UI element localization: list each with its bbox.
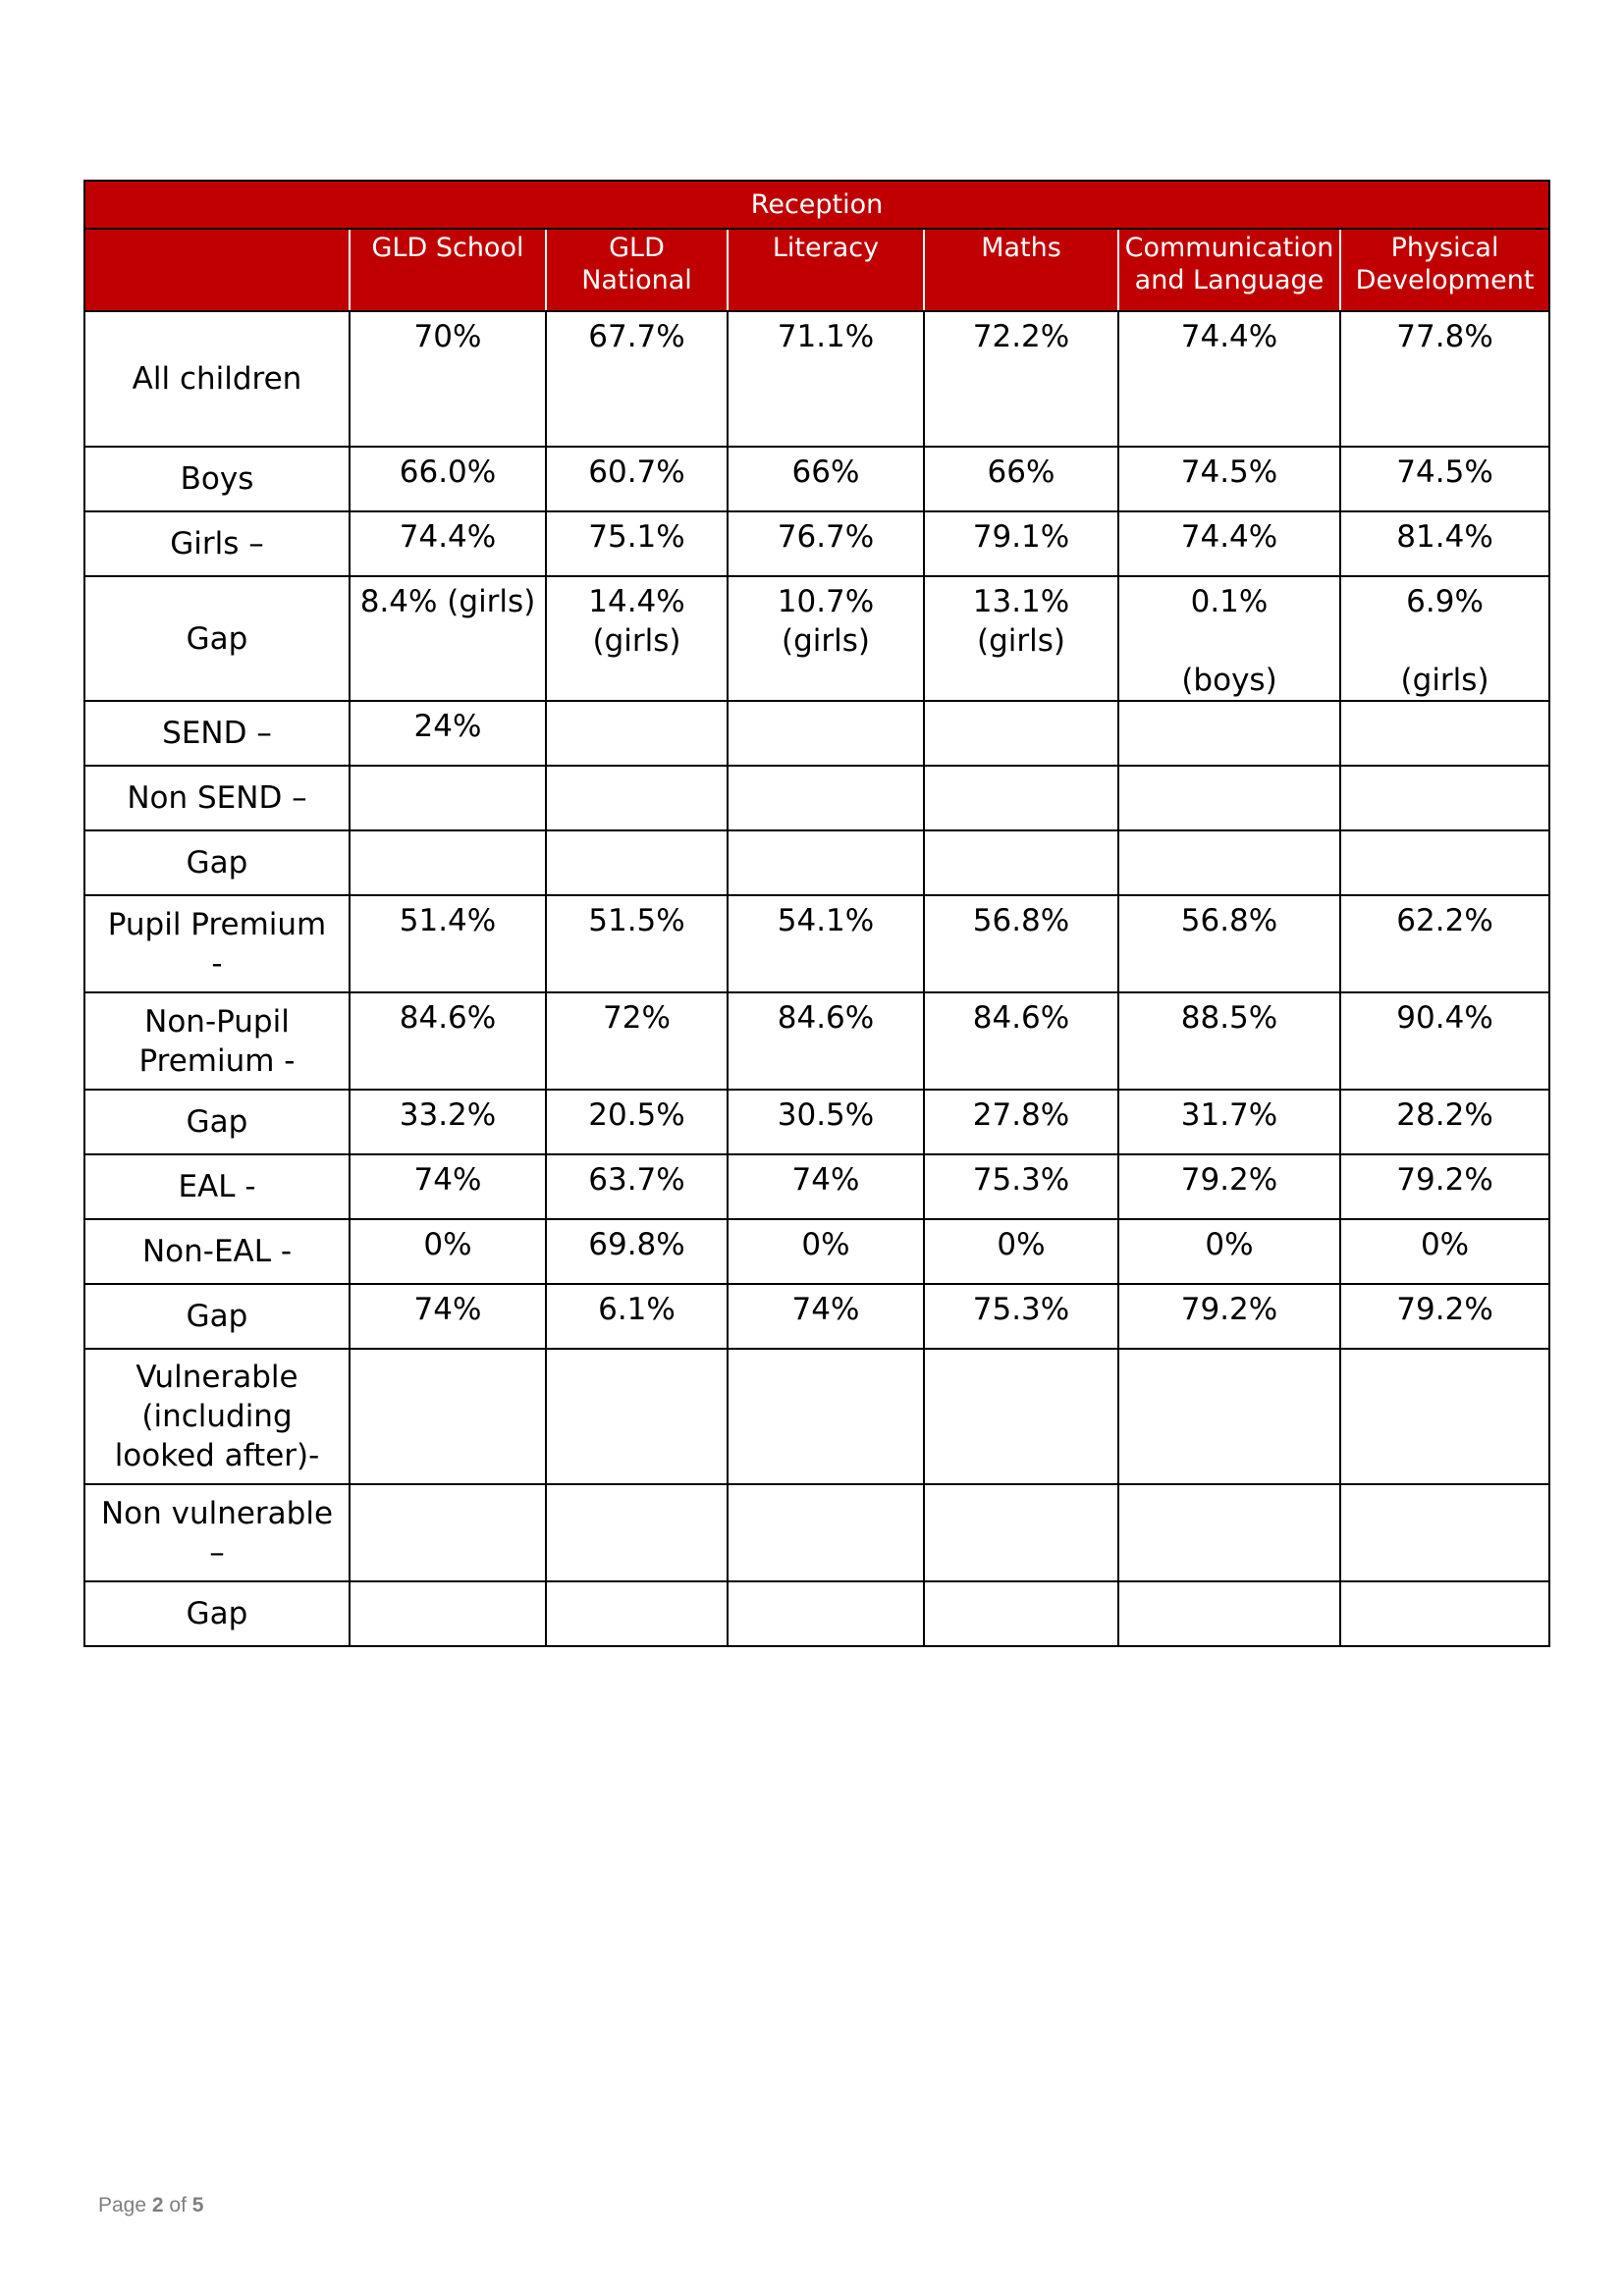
row-label: Gap xyxy=(84,576,350,701)
table-cell xyxy=(350,1349,546,1484)
table-cell xyxy=(546,1484,728,1581)
table-cell: 69.8% xyxy=(546,1219,728,1284)
table-row xyxy=(84,701,1549,766)
page-footer xyxy=(98,2194,203,2217)
table-cell: 66% xyxy=(924,447,1118,511)
table-cell: 75.1% xyxy=(546,511,728,576)
table-row xyxy=(84,1349,1549,1484)
table-cell: 56.8% xyxy=(1118,895,1340,992)
table-cell: 10.7% (girls) xyxy=(728,576,924,701)
table-cell: 6.1% xyxy=(546,1284,728,1349)
table-cell xyxy=(1340,701,1549,766)
table-cell xyxy=(546,1581,728,1646)
table-cell: 62.2% xyxy=(1340,895,1549,992)
table-cell: 88.5% xyxy=(1118,992,1340,1090)
table-cell xyxy=(1118,1484,1340,1581)
table-cell xyxy=(924,1581,1118,1646)
table-cell xyxy=(728,830,924,895)
table-cell: 66% xyxy=(728,447,924,511)
column-header: GLD School xyxy=(350,229,546,311)
table-cell: 56.8% xyxy=(924,895,1118,992)
table-cell xyxy=(1340,830,1549,895)
table-cell xyxy=(1118,1581,1340,1646)
table-cell xyxy=(1118,766,1340,830)
table-title-row xyxy=(84,181,1549,229)
table-row xyxy=(84,1284,1549,1349)
table-cell xyxy=(546,766,728,830)
table-cell: 8.4% (girls) xyxy=(350,576,546,701)
table-row xyxy=(84,311,1549,447)
table-cell: 74.4% xyxy=(350,511,546,576)
table-row xyxy=(84,992,1549,1090)
table-cell: 84.6% xyxy=(350,992,546,1090)
footer-of-word: of xyxy=(169,2194,187,2216)
column-header xyxy=(84,229,350,311)
table-cell: 74% xyxy=(350,1154,546,1219)
table-cell xyxy=(1340,1484,1549,1581)
table-cell: 74% xyxy=(728,1154,924,1219)
row-label: Vulnerable (including looked after)- xyxy=(84,1349,350,1484)
footer-page-word: Page xyxy=(98,2194,147,2216)
table-cell: 74.4% xyxy=(1118,311,1340,447)
table-cell: 70% xyxy=(350,311,546,447)
table-cell xyxy=(924,1349,1118,1484)
reception-data-table xyxy=(83,180,1550,1647)
row-label: SEND – xyxy=(84,701,350,766)
table-cell: 14.4% (girls) xyxy=(546,576,728,701)
table-cell xyxy=(1340,766,1549,830)
table-cell xyxy=(728,1484,924,1581)
row-label: Non vulnerable – xyxy=(84,1484,350,1581)
table-row xyxy=(84,1581,1549,1646)
row-label: All children xyxy=(84,311,350,447)
row-label: Gap xyxy=(84,1284,350,1349)
table-cell: 51.4% xyxy=(350,895,546,992)
table-row xyxy=(84,511,1549,576)
table-cell: 74.5% xyxy=(1340,447,1549,511)
footer-total-pages: 5 xyxy=(191,2194,204,2216)
row-label: Pupil Premium - xyxy=(84,895,350,992)
table-cell xyxy=(1340,1349,1549,1484)
table-cell: 30.5% xyxy=(728,1090,924,1154)
table-cell: 75.3% xyxy=(924,1284,1118,1349)
column-header: Communication and Language xyxy=(1118,229,1340,311)
table-cell xyxy=(546,830,728,895)
table-cell: 74.4% xyxy=(1118,511,1340,576)
table-cell: 0% xyxy=(728,1219,924,1284)
table-cell xyxy=(728,1349,924,1484)
row-label: Boys xyxy=(84,447,350,511)
table-cell xyxy=(924,1484,1118,1581)
table-cell: 54.1% xyxy=(728,895,924,992)
table-cell: 20.5% xyxy=(546,1090,728,1154)
table-cell: 28.2% xyxy=(1340,1090,1549,1154)
column-header: Maths xyxy=(924,229,1118,311)
table-cell: 66.0% xyxy=(350,447,546,511)
table-cell: 67.7% xyxy=(546,311,728,447)
table-cell: 74% xyxy=(728,1284,924,1349)
table-row xyxy=(84,576,1549,701)
table-cell: 63.7% xyxy=(546,1154,728,1219)
table-row xyxy=(84,447,1549,511)
table-row xyxy=(84,1484,1549,1581)
column-header: Literacy xyxy=(728,229,924,311)
table-cell: 27.8% xyxy=(924,1090,1118,1154)
table-cell: 6.9% (girls) xyxy=(1340,576,1549,701)
table-cell: 0.1% (boys) xyxy=(1118,576,1340,701)
table-cell: 84.6% xyxy=(924,992,1118,1090)
table-cell xyxy=(1118,701,1340,766)
row-label: Gap xyxy=(84,830,350,895)
table-title: Reception xyxy=(84,181,1549,229)
table-cell: 71.1% xyxy=(728,311,924,447)
table-cell: 0% xyxy=(350,1219,546,1284)
table-cell xyxy=(728,1581,924,1646)
table-cell: 79.2% xyxy=(1118,1284,1340,1349)
table-cell: 84.6% xyxy=(728,992,924,1090)
table-cell xyxy=(924,766,1118,830)
table-cell: 72% xyxy=(546,992,728,1090)
table-cell xyxy=(350,766,546,830)
table-cell: 79.2% xyxy=(1340,1284,1549,1349)
table-cell xyxy=(350,1581,546,1646)
footer-current-page: 2 xyxy=(151,2194,164,2216)
table-cell: 31.7% xyxy=(1118,1090,1340,1154)
table-cell: 60.7% xyxy=(546,447,728,511)
table-cell: 24% xyxy=(350,701,546,766)
table-cell: 77.8% xyxy=(1340,311,1549,447)
table-cell xyxy=(1118,830,1340,895)
column-header: GLD National xyxy=(546,229,728,311)
table-cell: 76.7% xyxy=(728,511,924,576)
table-cell xyxy=(728,701,924,766)
table-cell: 79.2% xyxy=(1118,1154,1340,1219)
table-cell xyxy=(350,1484,546,1581)
table-cell: 79.2% xyxy=(1340,1154,1549,1219)
table-cell xyxy=(924,701,1118,766)
table-cell xyxy=(546,701,728,766)
row-label: Non-Pupil Premium - xyxy=(84,992,350,1090)
table-header-row xyxy=(84,229,1549,311)
table-row xyxy=(84,830,1549,895)
table-cell: 51.5% xyxy=(546,895,728,992)
column-header: Physical Development xyxy=(1340,229,1549,311)
row-label: Gap xyxy=(84,1581,350,1646)
table-cell: 81.4% xyxy=(1340,511,1549,576)
table-cell: 75.3% xyxy=(924,1154,1118,1219)
table-cell xyxy=(1340,1581,1549,1646)
table-row xyxy=(84,1090,1549,1154)
table-cell: 0% xyxy=(924,1219,1118,1284)
table-row xyxy=(84,1219,1549,1284)
table-body xyxy=(84,181,1549,1646)
table-cell: 72.2% xyxy=(924,311,1118,447)
table-cell: 90.4% xyxy=(1340,992,1549,1090)
table-row xyxy=(84,766,1549,830)
row-label: Non SEND – xyxy=(84,766,350,830)
table-cell xyxy=(1118,1349,1340,1484)
row-label: EAL - xyxy=(84,1154,350,1219)
row-label: Non-EAL - xyxy=(84,1219,350,1284)
row-label: Gap xyxy=(84,1090,350,1154)
table-cell xyxy=(350,830,546,895)
table-cell: 74% xyxy=(350,1284,546,1349)
table-cell: 0% xyxy=(1340,1219,1549,1284)
row-label: Girls – xyxy=(84,511,350,576)
table-cell: 13.1% (girls) xyxy=(924,576,1118,701)
table-cell xyxy=(546,1349,728,1484)
table-cell xyxy=(728,766,924,830)
table-row xyxy=(84,895,1549,992)
table-cell xyxy=(924,830,1118,895)
table-row xyxy=(84,1154,1549,1219)
table-cell: 74.5% xyxy=(1118,447,1340,511)
table-cell: 33.2% xyxy=(350,1090,546,1154)
table-cell: 0% xyxy=(1118,1219,1340,1284)
table-cell: 79.1% xyxy=(924,511,1118,576)
